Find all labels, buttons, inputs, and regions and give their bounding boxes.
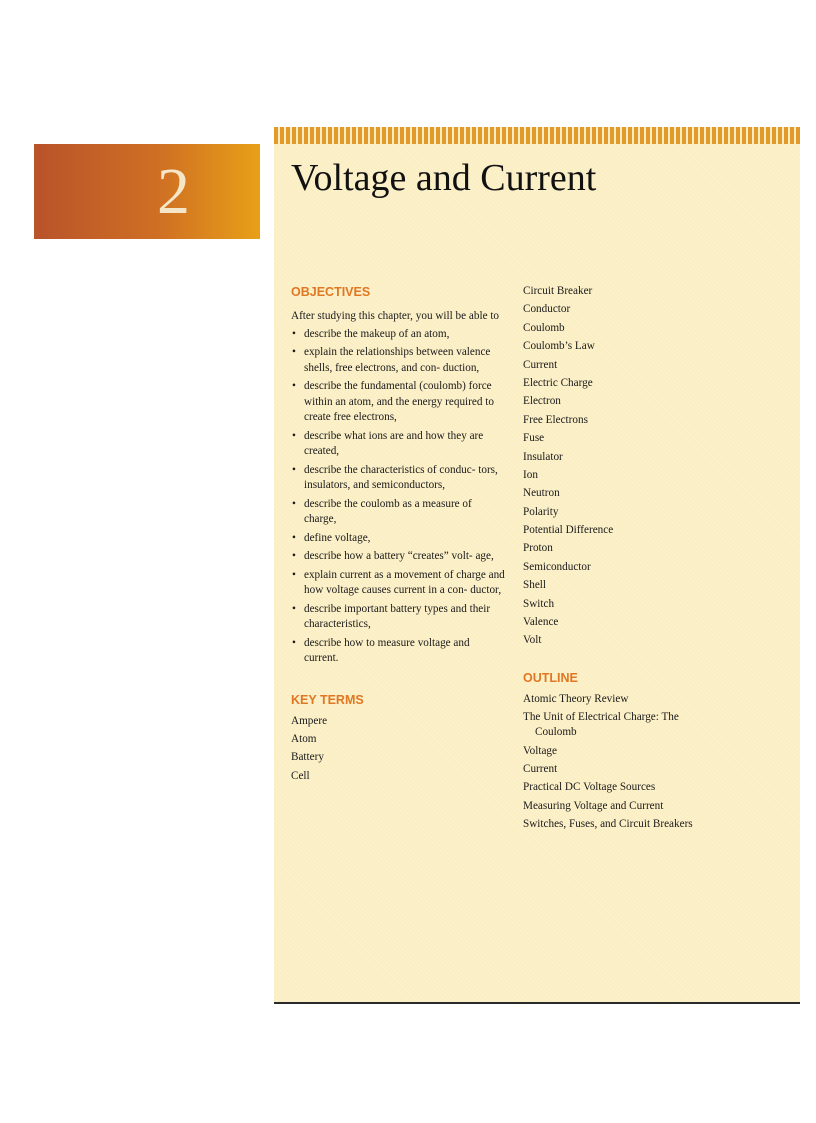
outline-item: Atomic Theory Review xyxy=(523,692,629,705)
key-term-item: Potential Difference xyxy=(523,524,614,537)
objective-text: define voltage, xyxy=(304,531,371,544)
key-term-item: Switch xyxy=(523,597,555,610)
objective-text: describe how to measure voltage and current. xyxy=(304,636,470,664)
right-column xyxy=(523,284,763,836)
objective-item xyxy=(291,531,505,547)
key-term-item: Cell xyxy=(291,769,310,782)
left-column xyxy=(291,284,505,787)
outline-item: Voltage xyxy=(523,744,557,757)
key-term-item: Free Electrons xyxy=(523,413,588,426)
objective-item xyxy=(291,345,505,376)
objective-text: describe the fundamental (coulomb) force within an atom, and the energy required to create free electrons, xyxy=(304,380,494,423)
bullet-icon: • xyxy=(292,602,296,615)
chapter-number-box xyxy=(34,144,260,239)
objective-text: explain current as a movement of charge and how voltage causes current in a con- ductor, xyxy=(304,568,505,596)
objectives-list xyxy=(291,327,505,667)
bullet-icon: • xyxy=(292,550,296,562)
outline-item: Practical DC Voltage Sources xyxy=(523,781,656,794)
key-term-item: Semiconductor xyxy=(523,560,591,573)
objective-item xyxy=(291,327,505,343)
objective-item xyxy=(291,463,505,494)
objective-text: describe how a battery “creates” volt- age, xyxy=(304,550,494,562)
bullet-icon: • xyxy=(292,429,296,442)
objective-text: explain the relationships between valence shells, free electrons, and con- duction, xyxy=(304,346,491,374)
key-term-item: Ampere xyxy=(291,714,328,727)
objective-text: describe what ions are and how they are created, xyxy=(304,429,484,457)
objective-text: describe the makeup of an atom, xyxy=(304,327,450,340)
key-term-item: Coulomb’s Law xyxy=(523,340,595,353)
key-terms-list-left xyxy=(291,714,505,784)
bullet-icon: • xyxy=(292,346,296,358)
key-term-item: Current xyxy=(523,358,558,371)
objective-item xyxy=(291,429,505,460)
key-term-item: Battery xyxy=(291,751,324,764)
key-term-item: Electric Charge xyxy=(523,376,593,389)
key-term-item: Neutron xyxy=(523,487,560,500)
bullet-icon: • xyxy=(292,380,296,392)
key-term-item: Valence xyxy=(523,616,559,629)
key-terms-heading: KEY TERMS xyxy=(291,692,364,707)
key-term-item: Coulomb xyxy=(523,321,565,334)
outline-item: Switches, Fuses, and Circuit Breakers xyxy=(523,818,693,831)
objective-text: describe important battery types and their characteristics, xyxy=(304,602,491,630)
objective-text: describe the coulomb as a measure of charge, xyxy=(304,497,472,525)
key-term-item: Shell xyxy=(523,579,546,592)
key-terms-list-right xyxy=(523,284,763,648)
bullet-icon: • xyxy=(292,497,296,510)
key-term-item: Ion xyxy=(523,468,538,481)
key-term-item: Circuit Breaker xyxy=(523,285,593,297)
key-term-item: Insulator xyxy=(523,450,563,463)
objectives-heading: OBJECTIVES xyxy=(291,285,371,299)
objective-item xyxy=(291,602,505,633)
objective-text: describe the characteristics of conduc- tors, insulators, and semiconductors, xyxy=(304,463,498,491)
bullet-icon: • xyxy=(292,568,296,581)
objective-item xyxy=(291,636,505,667)
objectives-intro: After studying this chapter, you will be able to xyxy=(291,310,500,322)
decorative-dash-strip xyxy=(274,127,800,144)
objective-item xyxy=(291,549,505,565)
key-term-item: Proton xyxy=(523,542,553,555)
outline-item: Current xyxy=(523,762,558,775)
outline-item: Measuring Voltage and Current xyxy=(523,799,664,812)
key-term-item: Conductor xyxy=(523,303,571,316)
key-term-item: Atom xyxy=(291,732,317,745)
key-term-item: Electron xyxy=(523,395,561,408)
outline-heading: OUTLINE xyxy=(523,670,578,685)
key-term-item: Polarity xyxy=(523,505,559,518)
chapter-title: Voltage and Current xyxy=(291,157,597,199)
bullet-icon: • xyxy=(292,531,296,544)
objective-item xyxy=(291,568,505,599)
key-term-item: Volt xyxy=(523,634,542,647)
bullet-icon: • xyxy=(292,463,296,476)
bullet-icon: • xyxy=(292,327,296,340)
outline-item: The Unit of Electrical Charge: The Coulomb xyxy=(523,711,679,739)
objective-item xyxy=(291,497,505,528)
bullet-icon: • xyxy=(292,636,296,649)
chapter-number: 2 xyxy=(157,155,190,228)
objective-item xyxy=(291,379,505,426)
key-term-item: Fuse xyxy=(523,432,545,445)
outline-list xyxy=(523,692,763,832)
bottom-rule xyxy=(274,1002,800,1004)
